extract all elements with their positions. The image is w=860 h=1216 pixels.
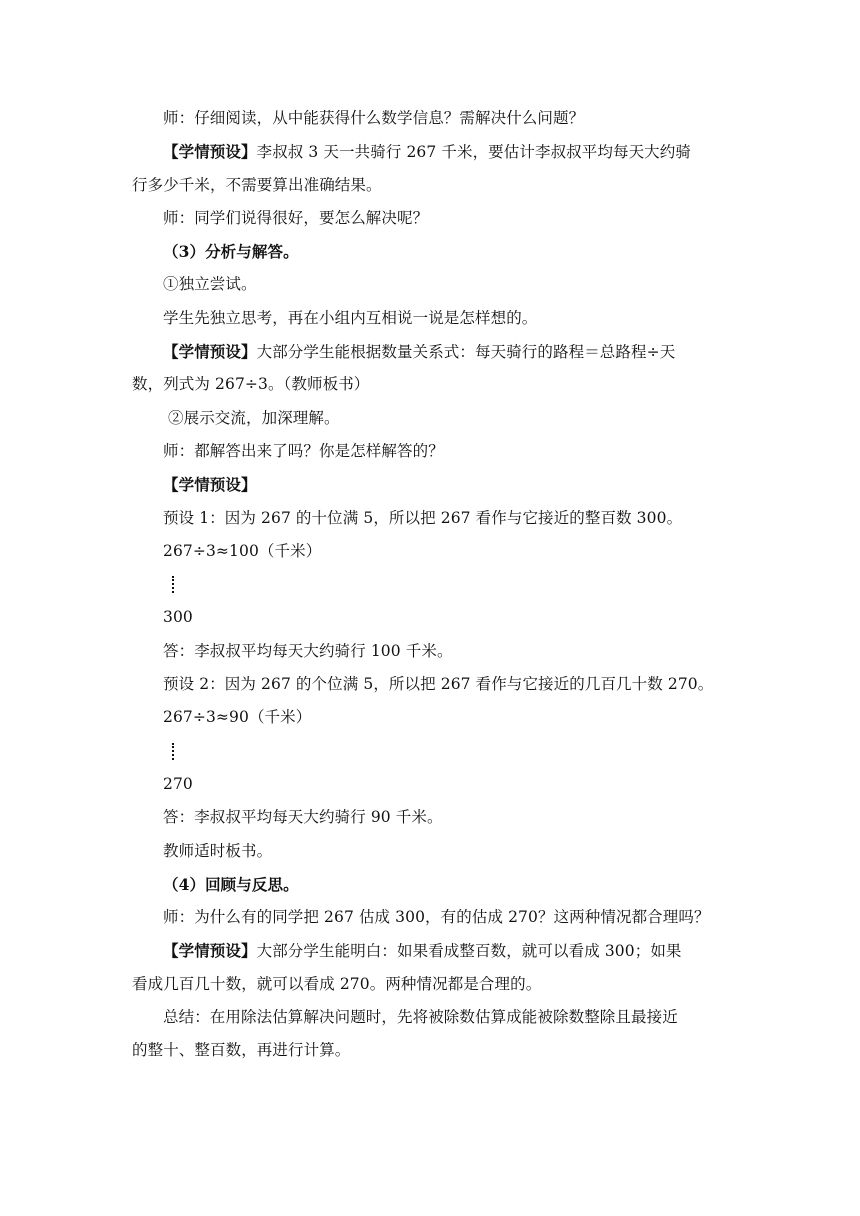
step-share: ②展示交流，加深理解。 <box>168 408 340 427</box>
preset-continuation-1: 行多少千米，不需要算出准确结果。 <box>132 175 382 194</box>
calc-2: 267÷3≈90（千米） <box>163 708 312 727</box>
calc-2-estimate: 270 <box>163 774 193 793</box>
preset-text: 大部分学生能明白：如果看成整百数，就可以看成 300；如果 <box>256 942 682 961</box>
calc-1-marker <box>132 568 732 601</box>
preset-tag: 【学情预设】 <box>163 142 257 162</box>
teacher-board-note: 教师适时板书。 <box>163 841 273 860</box>
preset-text: 大部分学生能根据数量关系式：每天骑行的路程＝总路程÷天 <box>256 343 676 362</box>
calc-2-marker <box>132 735 732 768</box>
vertical-dots-icon <box>172 743 176 760</box>
summary-continuation: 的整十、整百数，再进行计算。 <box>132 1041 351 1060</box>
answer-2: 答：李叔叔平均每天大约骑行 90 千米。 <box>163 808 443 827</box>
teacher-question-1: 师：仔细阅读，从中能获得什么数学信息？需解决什么问题？ <box>163 109 585 127</box>
vertical-dots-icon <box>172 576 176 593</box>
preset-text: 李叔叔 3 天一共骑行 267 千米，要估计李叔叔平均每天大约骑 <box>256 143 691 162</box>
step-independent-try: ①独立尝试。 <box>163 275 257 294</box>
preset-1-text: 预设 1：因为 267 的十位满 5，所以把 267 看作与它接近的整百数 300。 <box>163 508 683 527</box>
calc-1: 267÷3≈100（千米） <box>163 541 322 560</box>
preset-tag: 【学情预设】 <box>163 941 257 961</box>
preset-paragraph-2 <box>132 335 732 368</box>
teacher-question-3: 师：都解答出来了吗？你是怎样解答的？ <box>163 441 444 460</box>
preset-tag: 【学情预设】 <box>163 342 257 362</box>
preset-continuation-3: 看成几百几十数，就可以看成 270。两种情况都是合理的。 <box>132 974 542 993</box>
section-heading-3: （3）分析与解答。 <box>163 242 299 262</box>
section-heading-4: （4）回顾与反思。 <box>163 874 299 894</box>
summary-text: 总结：在用除法估算解决问题时，先将被除数估算成能被除数整除且最接近 <box>163 1008 678 1027</box>
document-page <box>132 102 732 1068</box>
preset-paragraph-1 <box>132 135 732 168</box>
teacher-question-2: 师：同学们说得很好，要怎么解决呢？ <box>163 208 429 227</box>
answer-1: 答：李叔叔平均每天大约骑行 100 千米。 <box>163 641 453 660</box>
calc-1-estimate: 300 <box>163 608 193 627</box>
teacher-question-4: 师：为什么有的同学把 267 估成 300，有的估成 270？这两种情况都合理吗？ <box>163 908 710 927</box>
preset-continuation-2: 数，列式为 267÷3。（教师板书） <box>132 375 370 394</box>
student-instruction: 学生先独立思考，再在小组内互相说一说是怎样想的。 <box>163 308 538 327</box>
preset-heading: 【学情预设】 <box>163 475 257 495</box>
preset-2-text: 预设 2：因为 267 的个位满 5，所以把 267 看作与它接近的几百几十数 270。 <box>163 675 714 694</box>
preset-paragraph-3 <box>132 934 732 967</box>
